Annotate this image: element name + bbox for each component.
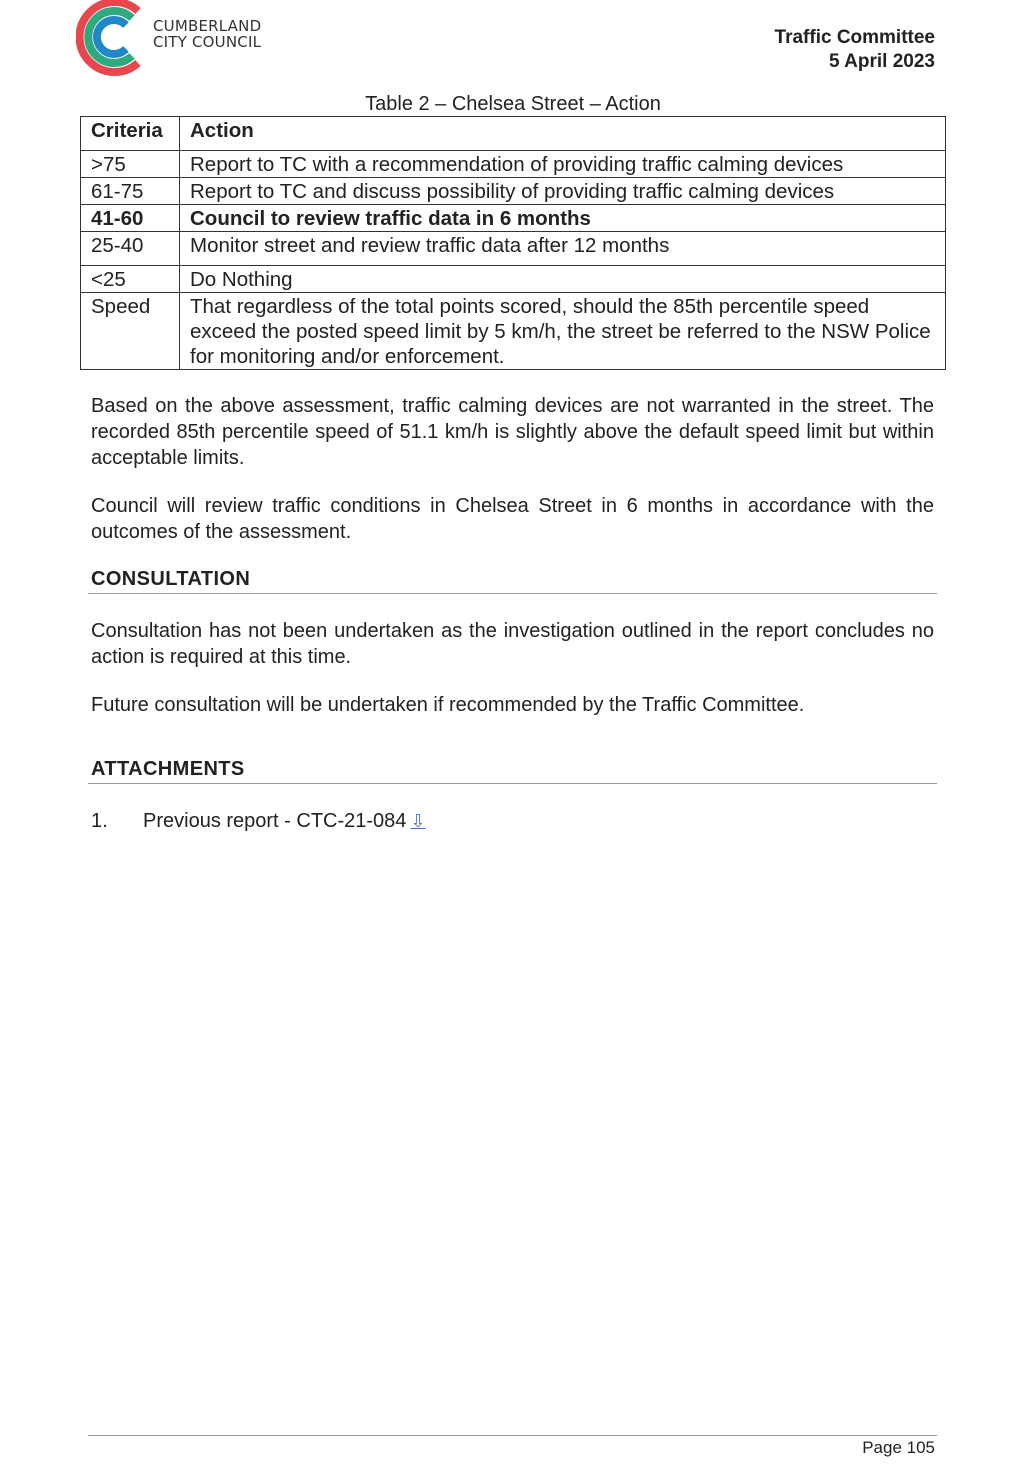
page-number: Page 105: [862, 1438, 935, 1457]
action-cell: Monitor street and review traffic data after 12 months: [180, 232, 946, 266]
council-logo: [76, 0, 276, 76]
header-action: Action: [180, 117, 946, 151]
review-paragraph: Council will review traffic conditions in Chelsea Street in 6 months in accordance with the outcomes of the assessment.: [91, 495, 934, 543]
action-cell: Report to TC with a recommendation of providing traffic calming devices: [180, 151, 946, 178]
logo-text: [153, 18, 261, 50]
attachment-item: [91, 808, 426, 834]
action-cell: That regardless of the total points scored, should the 85th percentile speed exceed the posted speed limit by 5 km/h, the street be referred to the NSW Police for monitoring and/or enforcement.: [180, 293, 946, 370]
table-row: [81, 178, 946, 205]
criteria-action-table: [80, 116, 946, 370]
attachment-label: Previous report - CTC-21-084: [143, 810, 407, 832]
criteria-cell: >75: [81, 151, 180, 178]
consultation-heading: CONSULTATION: [91, 568, 251, 590]
assessment-paragraph: Based on the above assessment, traffic calming devices are not warranted in the street. The recorded 85th percentile speed of 51.1 km/h is slightly above the default speed limit but within acceptable limits.: [91, 395, 934, 469]
criteria-cell: Speed: [81, 293, 180, 370]
action-cell: Report to TC and discuss possibility of providing traffic calming devices: [180, 178, 946, 205]
consultation-paragraph: Consultation has not been undertaken as the investigation outlined in the report concludes no action is required at this time.: [91, 620, 934, 668]
table-row: [81, 266, 946, 293]
attachments-heading: ATTACHMENTS: [91, 758, 245, 780]
table-caption: Table 2 – Chelsea Street – Action: [365, 93, 661, 115]
header-criteria: Criteria: [81, 117, 180, 151]
org-name-line2: CITY COUNCIL: [153, 33, 262, 51]
action-cell: Do Nothing: [180, 266, 946, 293]
criteria-cell: 25-40: [81, 232, 180, 266]
future-consultation-paragraph: Future consultation will be undertaken if recommended by the Traffic Committee.: [91, 694, 805, 716]
table-header-row: [81, 117, 946, 151]
action-cell: Council to review traffic data in 6 months: [180, 205, 946, 232]
meeting-header: [775, 26, 935, 74]
table-row: [81, 293, 946, 370]
attachment-number: 1.: [91, 810, 108, 832]
attachments-divider: [88, 783, 937, 784]
footer-divider: [88, 1435, 937, 1436]
meeting-title: Traffic Committee: [774, 27, 935, 48]
criteria-cell: 61-75: [81, 178, 180, 205]
download-arrow-icon[interactable]: ⇩: [410, 811, 426, 831]
council-logo-icon: [76, 0, 152, 76]
org-name-line1: CUMBERLAND: [153, 17, 262, 35]
table-row: [81, 151, 946, 178]
table-row: [81, 205, 946, 232]
criteria-cell: <25: [81, 266, 180, 293]
consultation-divider: [88, 593, 937, 594]
table-row: [81, 232, 946, 266]
meeting-date: 5 April 2023: [829, 51, 935, 72]
criteria-cell: 41-60: [81, 205, 180, 232]
